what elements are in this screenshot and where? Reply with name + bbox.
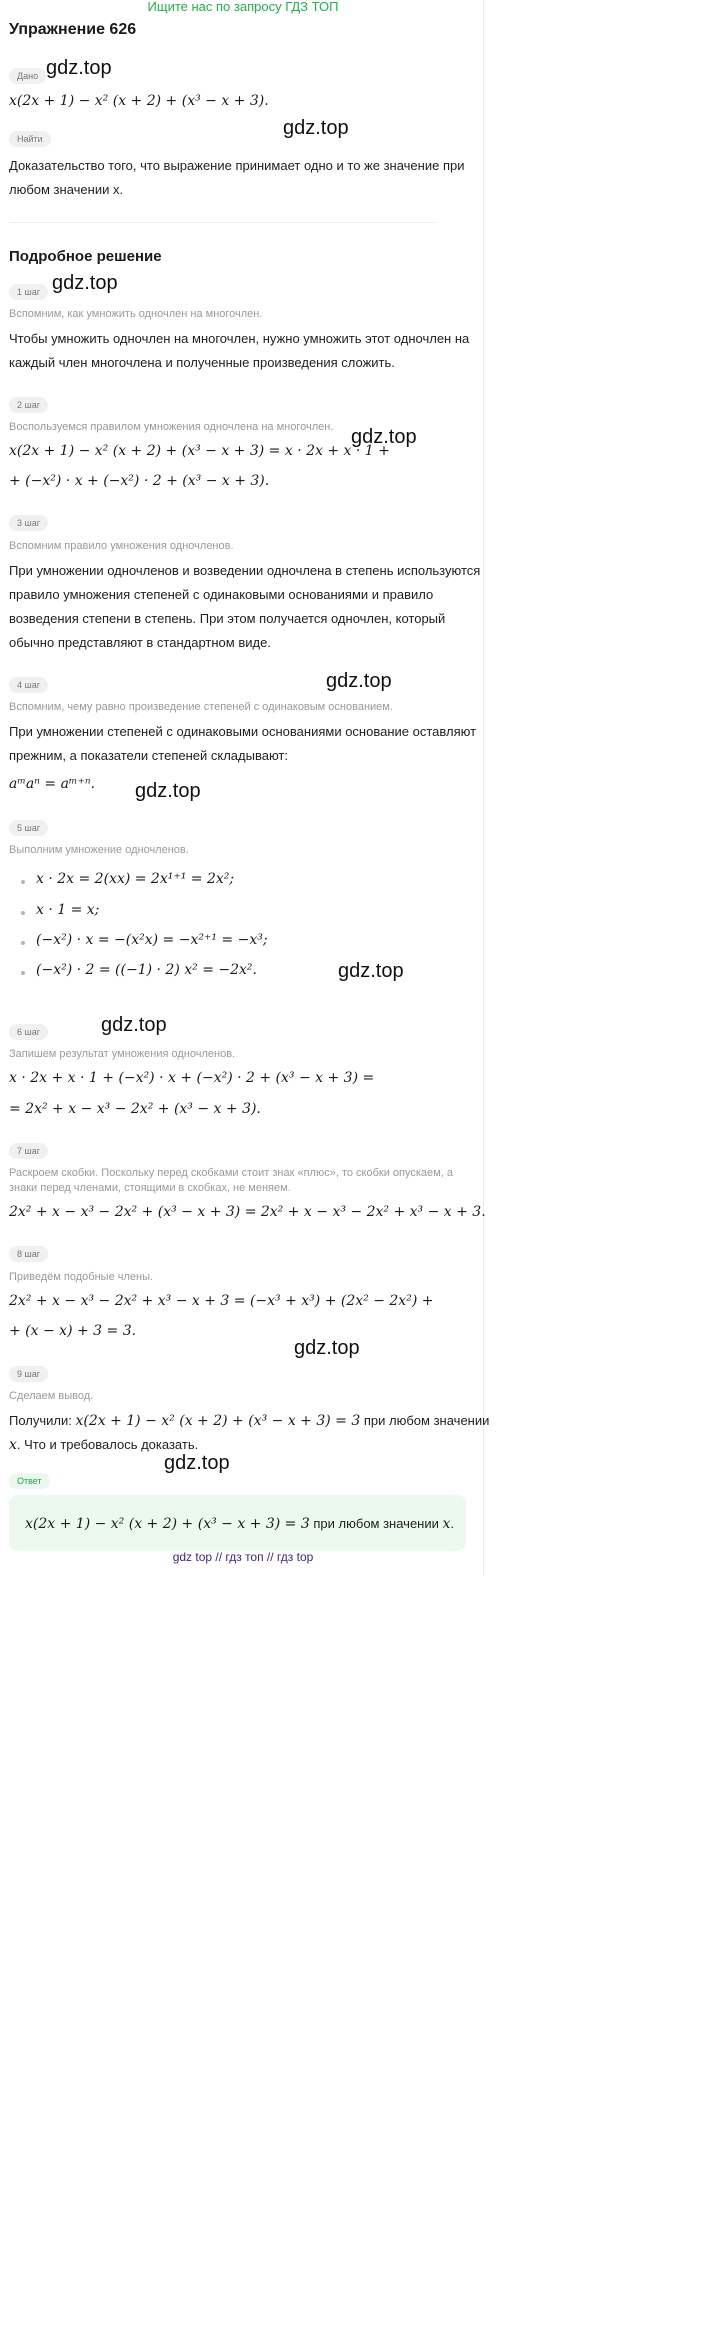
step-chip: 2 шаг: [9, 397, 48, 413]
list-item: (−x²) · 2 = ((−1) · 2) x² = −2x².: [36, 962, 257, 978]
find-text-line: Доказательство того, что выражение принимает одно и то же значение при: [9, 158, 465, 173]
step-hint: Вспомним, чему равно произведение степеней с одинаковым основанием.: [9, 701, 393, 713]
step-hint: Вспомним, как умножить одночлен на многочлен.: [9, 308, 263, 320]
watermark: gdz.top: [101, 1014, 167, 1036]
bullet-dot: [21, 880, 25, 884]
answer-expression: x(2x + 1) − x² (x + 2) + (x³ − x + 3) = 3: [25, 1516, 310, 1532]
step-chip: 4 шаг: [9, 677, 48, 693]
list-item: (−x²) · x = −(x²x) = −x²⁺¹ = −x³;: [36, 932, 268, 948]
step-hint: Выполним умножение одночленов.: [9, 844, 189, 856]
answer-chip: Ответ: [9, 1473, 50, 1489]
conclusion-variable: x: [9, 1437, 17, 1453]
page-title: Упражнение 626: [9, 21, 137, 38]
watermark: gdz.top: [46, 57, 112, 79]
step-hint: Сделаем вывод.: [9, 1390, 94, 1402]
watermark: gdz.top: [326, 670, 392, 692]
conclusion-tail: при любом значении: [360, 1413, 490, 1428]
given-expression: x(2x + 1) − x² (x + 2) + (x³ − x + 3).: [9, 93, 269, 109]
step-hint: Запишем результат умножения одночленов.: [9, 1048, 236, 1060]
given-chip: Дано: [9, 68, 46, 84]
step-text-line: правило умножения степеней с одинаковыми основаниями и правило: [9, 587, 434, 602]
step-chip: 5 шаг: [9, 820, 48, 836]
list-item: x · 1 = x;: [36, 902, 100, 918]
step-hint: знаки перед членами, стоящими в скобках, не меняем.: [9, 1182, 291, 1194]
step-math-line: + (x − x) + 3 = 3.: [9, 1323, 137, 1339]
step-text-line: прежним, а показатели степеней складывают:: [9, 748, 288, 763]
bullet-dot: [21, 971, 25, 975]
bullet-dot: [21, 911, 25, 915]
bullet-dot: [21, 941, 25, 945]
step-hint: Раскроем скобки. Поскольку перед скобками стоит знак «плюс», то скобки опускаем, а: [9, 1167, 453, 1179]
step-chip: 8 шаг: [9, 1246, 48, 1262]
answer-end: .: [450, 1516, 455, 1531]
step-math-line: 2x² + x − x³ − 2x² + (x³ − x + 3) = 2x² + x − x³ − 2x² + x³ − x + 3.: [9, 1204, 486, 1220]
step-text-line: обычно представляют в стандартном виде.: [9, 635, 271, 650]
conclusion-line: [9, 1412, 489, 1430]
find-text-line: любом значении x.: [9, 182, 124, 197]
conclusion-end: . Что и требовалось доказать.: [16, 1437, 199, 1452]
step-math-line: aᵐaⁿ = aᵐ⁺ⁿ.: [9, 776, 96, 792]
footer-links[interactable]: gdz top // гдз топ // гдз top: [172, 1550, 314, 1564]
step-math-line: = 2x² + x − x³ − 2x² + (x³ − x + 3).: [9, 1101, 261, 1117]
watermark: gdz.top: [135, 780, 201, 802]
step-text-line: каждый член многочлена и полученные произведения сложить.: [9, 355, 395, 370]
watermark: gdz.top: [351, 426, 417, 448]
conclusion-expression: x(2x + 1) − x² (x + 2) + (x³ − x + 3) = 3: [75, 1413, 361, 1429]
answer-variable: x: [442, 1516, 451, 1532]
watermark: gdz.top: [52, 272, 118, 294]
step-hint: Воспользуемся правилом умножения одночлена на многочлен.: [9, 421, 334, 433]
step-chip: 7 шаг: [9, 1143, 48, 1159]
find-chip: Найти: [9, 131, 51, 147]
step-chip: 9 шаг: [9, 1366, 48, 1382]
step-chip: 1 шаг: [9, 284, 48, 300]
step-math-line: x(2x + 1) − x² (x + 2) + (x³ − x + 3) = x · 2x + x · 1 +: [9, 443, 390, 459]
step-text-line: При умножении степеней с одинаковыми основаниями основание оставляют: [9, 724, 477, 739]
step-chip: 3 шаг: [9, 515, 48, 531]
answer-tail: при любом значении: [309, 1516, 443, 1531]
step-math-line: + (−x²) · x + (−x²) · 2 + (x³ − x + 3).: [9, 473, 270, 489]
section-divider: [9, 222, 435, 223]
answer-line: [25, 1515, 454, 1533]
list-item: x · 2x = 2(xx) = 2x¹⁺¹ = 2x²;: [36, 871, 235, 887]
step-text-line: возведения степени в степень. При этом получается одночлен, который: [9, 611, 446, 626]
promo-banner[interactable]: Ищите нас по запросу ГДЗ ТОП: [147, 0, 339, 14]
step-hint: Приведём подобные члены.: [9, 1271, 154, 1283]
watermark: gdz.top: [283, 117, 349, 139]
watermark: gdz.top: [338, 960, 404, 982]
step-math-line: x · 2x + x · 1 + (−x²) · x + (−x²) · 2 + (x³ − x + 3) =: [9, 1070, 375, 1086]
step-text-line: Чтобы умножить одночлен на многочлен, нужно умножить этот одночлен на: [9, 331, 470, 346]
solution-title: Подробное решение: [9, 248, 162, 265]
step-hint: Вспомним правило умножения одночленов.: [9, 540, 234, 552]
step-math-line: 2x² + x − x³ − 2x² + x³ − x + 3 = (−x³ + x³) + (2x² − 2x²) +: [9, 1293, 434, 1309]
conclusion-lead: Получили:: [9, 1413, 76, 1428]
watermark: gdz.top: [294, 1337, 360, 1359]
watermark: gdz.top: [164, 1452, 230, 1474]
step-text-line: При умножении одночленов и возведении одночлена в степень используются: [9, 563, 481, 578]
step-chip: 6 шаг: [9, 1024, 48, 1040]
page-border-line: [483, 0, 484, 1575]
